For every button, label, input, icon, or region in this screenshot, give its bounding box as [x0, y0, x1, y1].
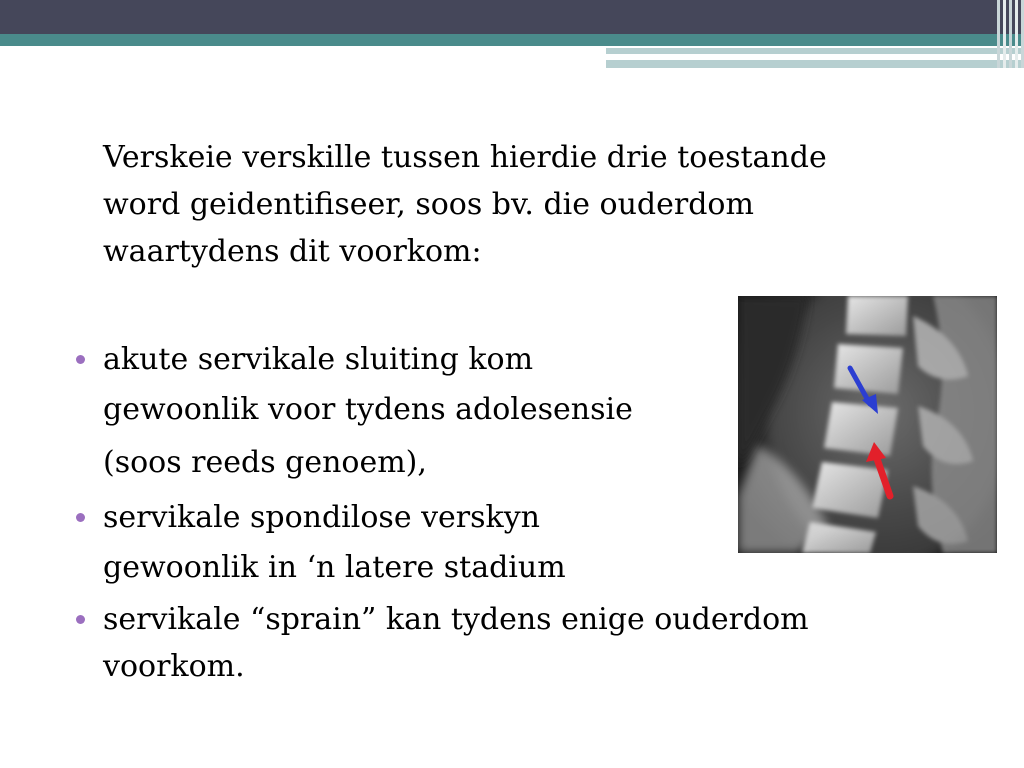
bullet-dot — [76, 513, 85, 522]
bullet-line: gewoonlik voor tydens adolesensie — [103, 392, 633, 427]
header-bar-teal — [0, 34, 1024, 46]
bullet-line: voorkom. — [103, 649, 245, 684]
header-bar-dark — [0, 0, 1024, 34]
header-accent-line — [606, 48, 1024, 54]
bullet-line: (soos reeds genoem), — [103, 445, 427, 480]
intro-line: word geidentifiseer, soos bv. die ouderdom — [103, 187, 754, 222]
intro-line: Verskeie verskille tussen hierdie drie toestande — [103, 140, 827, 175]
intro-line: waartydens dit voorkom: — [103, 234, 482, 269]
header-stripes — [984, 0, 1024, 68]
bullet-line: servikale “sprain” kan tydens enige ouderdom — [103, 602, 809, 637]
header-accent-line — [606, 60, 1024, 68]
bullet-line: gewoonlik in ‘n latere stadium — [103, 550, 566, 585]
intro-paragraph — [103, 134, 963, 275]
bullet-dot — [76, 615, 85, 624]
bullet-line: akute servikale sluiting kom — [103, 342, 534, 377]
cervical-spine-xray-image — [738, 296, 997, 553]
header-accent-gap — [826, 55, 946, 59]
bullet-dot — [76, 355, 85, 364]
bullet-line: servikale spondilose verskyn — [103, 500, 540, 535]
